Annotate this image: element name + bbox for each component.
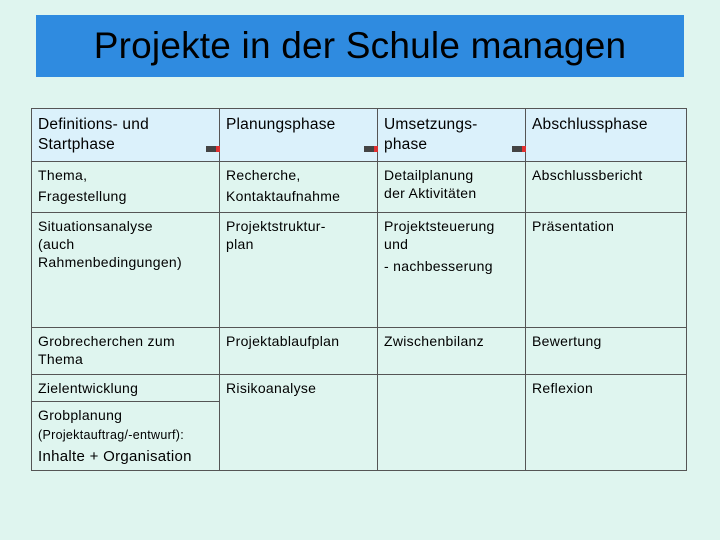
table-cell <box>378 375 526 402</box>
table-cell: Projektstruktur- plan <box>220 213 378 328</box>
table-cell: Zwischenbilanz <box>378 328 526 375</box>
header-definitions-phase: Definitions- und Startphase <box>32 109 220 162</box>
table-cell: Präsentation <box>526 213 687 328</box>
phases-table <box>31 108 687 471</box>
header-implementation-phase: Umsetzungs- phase <box>378 109 526 162</box>
table-cell: Situationsanalyse (auch Rahmenbedingungen) <box>32 213 220 328</box>
table-cell: Detailplanung der Aktivitäten <box>378 162 526 213</box>
table-cell: Thema, Fragestellung <box>32 162 220 213</box>
table-cell: Reflexion <box>526 375 687 402</box>
table-cell: Abschlussbericht <box>526 162 687 213</box>
title-bar <box>36 15 684 77</box>
header-closing-phase: Abschlussphase <box>526 109 687 162</box>
table-cell <box>526 402 687 471</box>
table-cell <box>220 402 378 471</box>
table-cell <box>378 402 526 471</box>
table-cell: Risikoanalyse <box>220 375 378 402</box>
table-cell: Projektsteuerung und - nachbesserung <box>378 213 526 328</box>
table-row <box>32 402 687 471</box>
table-cell: Bewertung <box>526 328 687 375</box>
table-row <box>32 328 687 375</box>
table-row <box>32 213 687 328</box>
header-planning-phase: Planungsphase <box>220 109 378 162</box>
table-row <box>32 375 687 402</box>
table-cell: Grobrecherchen zum Thema <box>32 328 220 375</box>
table-cell: Recherche, Kontaktaufnahme <box>220 162 378 213</box>
table-cell: Grobplanung (Projektauftrag/-entwurf): Inhalte + Organisation <box>32 402 220 471</box>
table-header-row <box>32 109 687 162</box>
page-title: Projekte in der Schule managen <box>93 25 627 66</box>
table-cell: Zielentwicklung <box>32 375 220 402</box>
table-row <box>32 162 687 213</box>
table-cell: Projektablaufplan <box>220 328 378 375</box>
